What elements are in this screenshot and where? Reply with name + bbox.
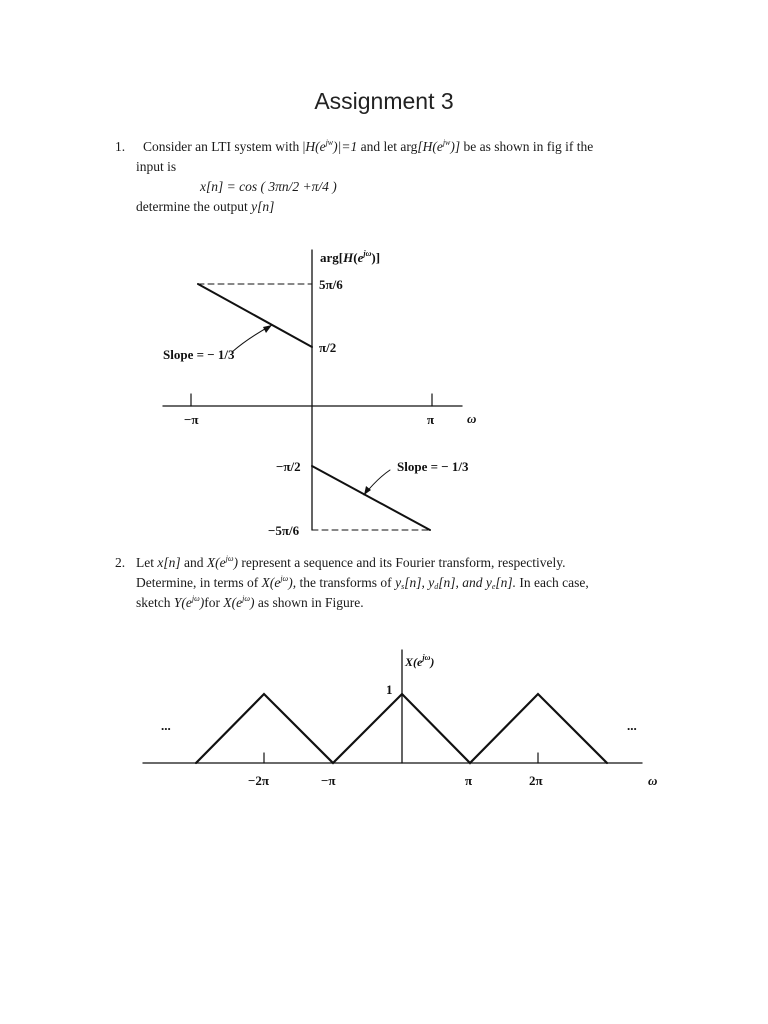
phase-response-figure [0,240,768,560]
label-2pi: 2π [529,773,543,788]
phase-line-positive [312,466,430,530]
label-minus-2pi: −2π [248,773,270,788]
label-pi: π [427,412,435,427]
slope-label-upper: Slope = − 1/3 [163,347,235,362]
question-1-number: 1. [115,139,126,154]
arrowhead-upper [263,325,272,333]
page-title: Assignment 3 [314,88,454,114]
question-1-line-1: Consider an LTI system with $|H(e^{jw})|=1$ and let $arg[H(e^{jw})]$ be as shown in fig if the [143,138,594,154]
ellipsis-left: ... [161,718,171,733]
phase-axis-label: $arg[H(e^{j\omega})]$ [320,249,381,265]
phase-line-negative [198,284,312,347]
question-1-line-2: input is [136,159,177,174]
label-minus-pi-over-2: −π/2 [276,459,301,474]
question-1-line-4: determine the output y[n] [136,199,275,214]
label-one: 1 [386,682,393,697]
label-minus-5pi-over-6: −5π/6 [268,523,300,538]
spectrum-axis-label: $X(e^{j\omega})$ [405,653,435,669]
label-pi: π [465,773,473,788]
label-pi-over-2: π/2 [319,340,337,355]
label-5pi-over-6: 5π/6 [319,277,343,292]
question-2-line-1: Let x[n] and $X(e^{j\omega})$ represent a sequence and its Fourier transform, respectively. [136,554,566,570]
question-2-line-3: sketch $Y(e^{j\omega})for$ $X(e^{j\omega})$ as shown in Figure. [136,594,364,610]
label-minus-pi: −π [184,412,199,427]
ellipsis-right: ... [627,718,637,733]
label-omega: ω [648,773,658,788]
question-1-equation: x[n] = cos ( 3πn/2 +π/4 ) [200,179,337,194]
slope-label-lower: Slope = − 1/3 [397,459,469,474]
question-2-number: 2. [115,555,126,570]
label-minus-pi: −π [321,773,336,788]
label-omega: ω [467,411,477,426]
question-2-line-2: Determine, in terms of $X(e^{j\omega})$, the transforms of $y_s[n]$, $y_d[n]$, and $y_e[n]$. In each case, [136,574,589,591]
spectrum-figure [0,645,768,815]
